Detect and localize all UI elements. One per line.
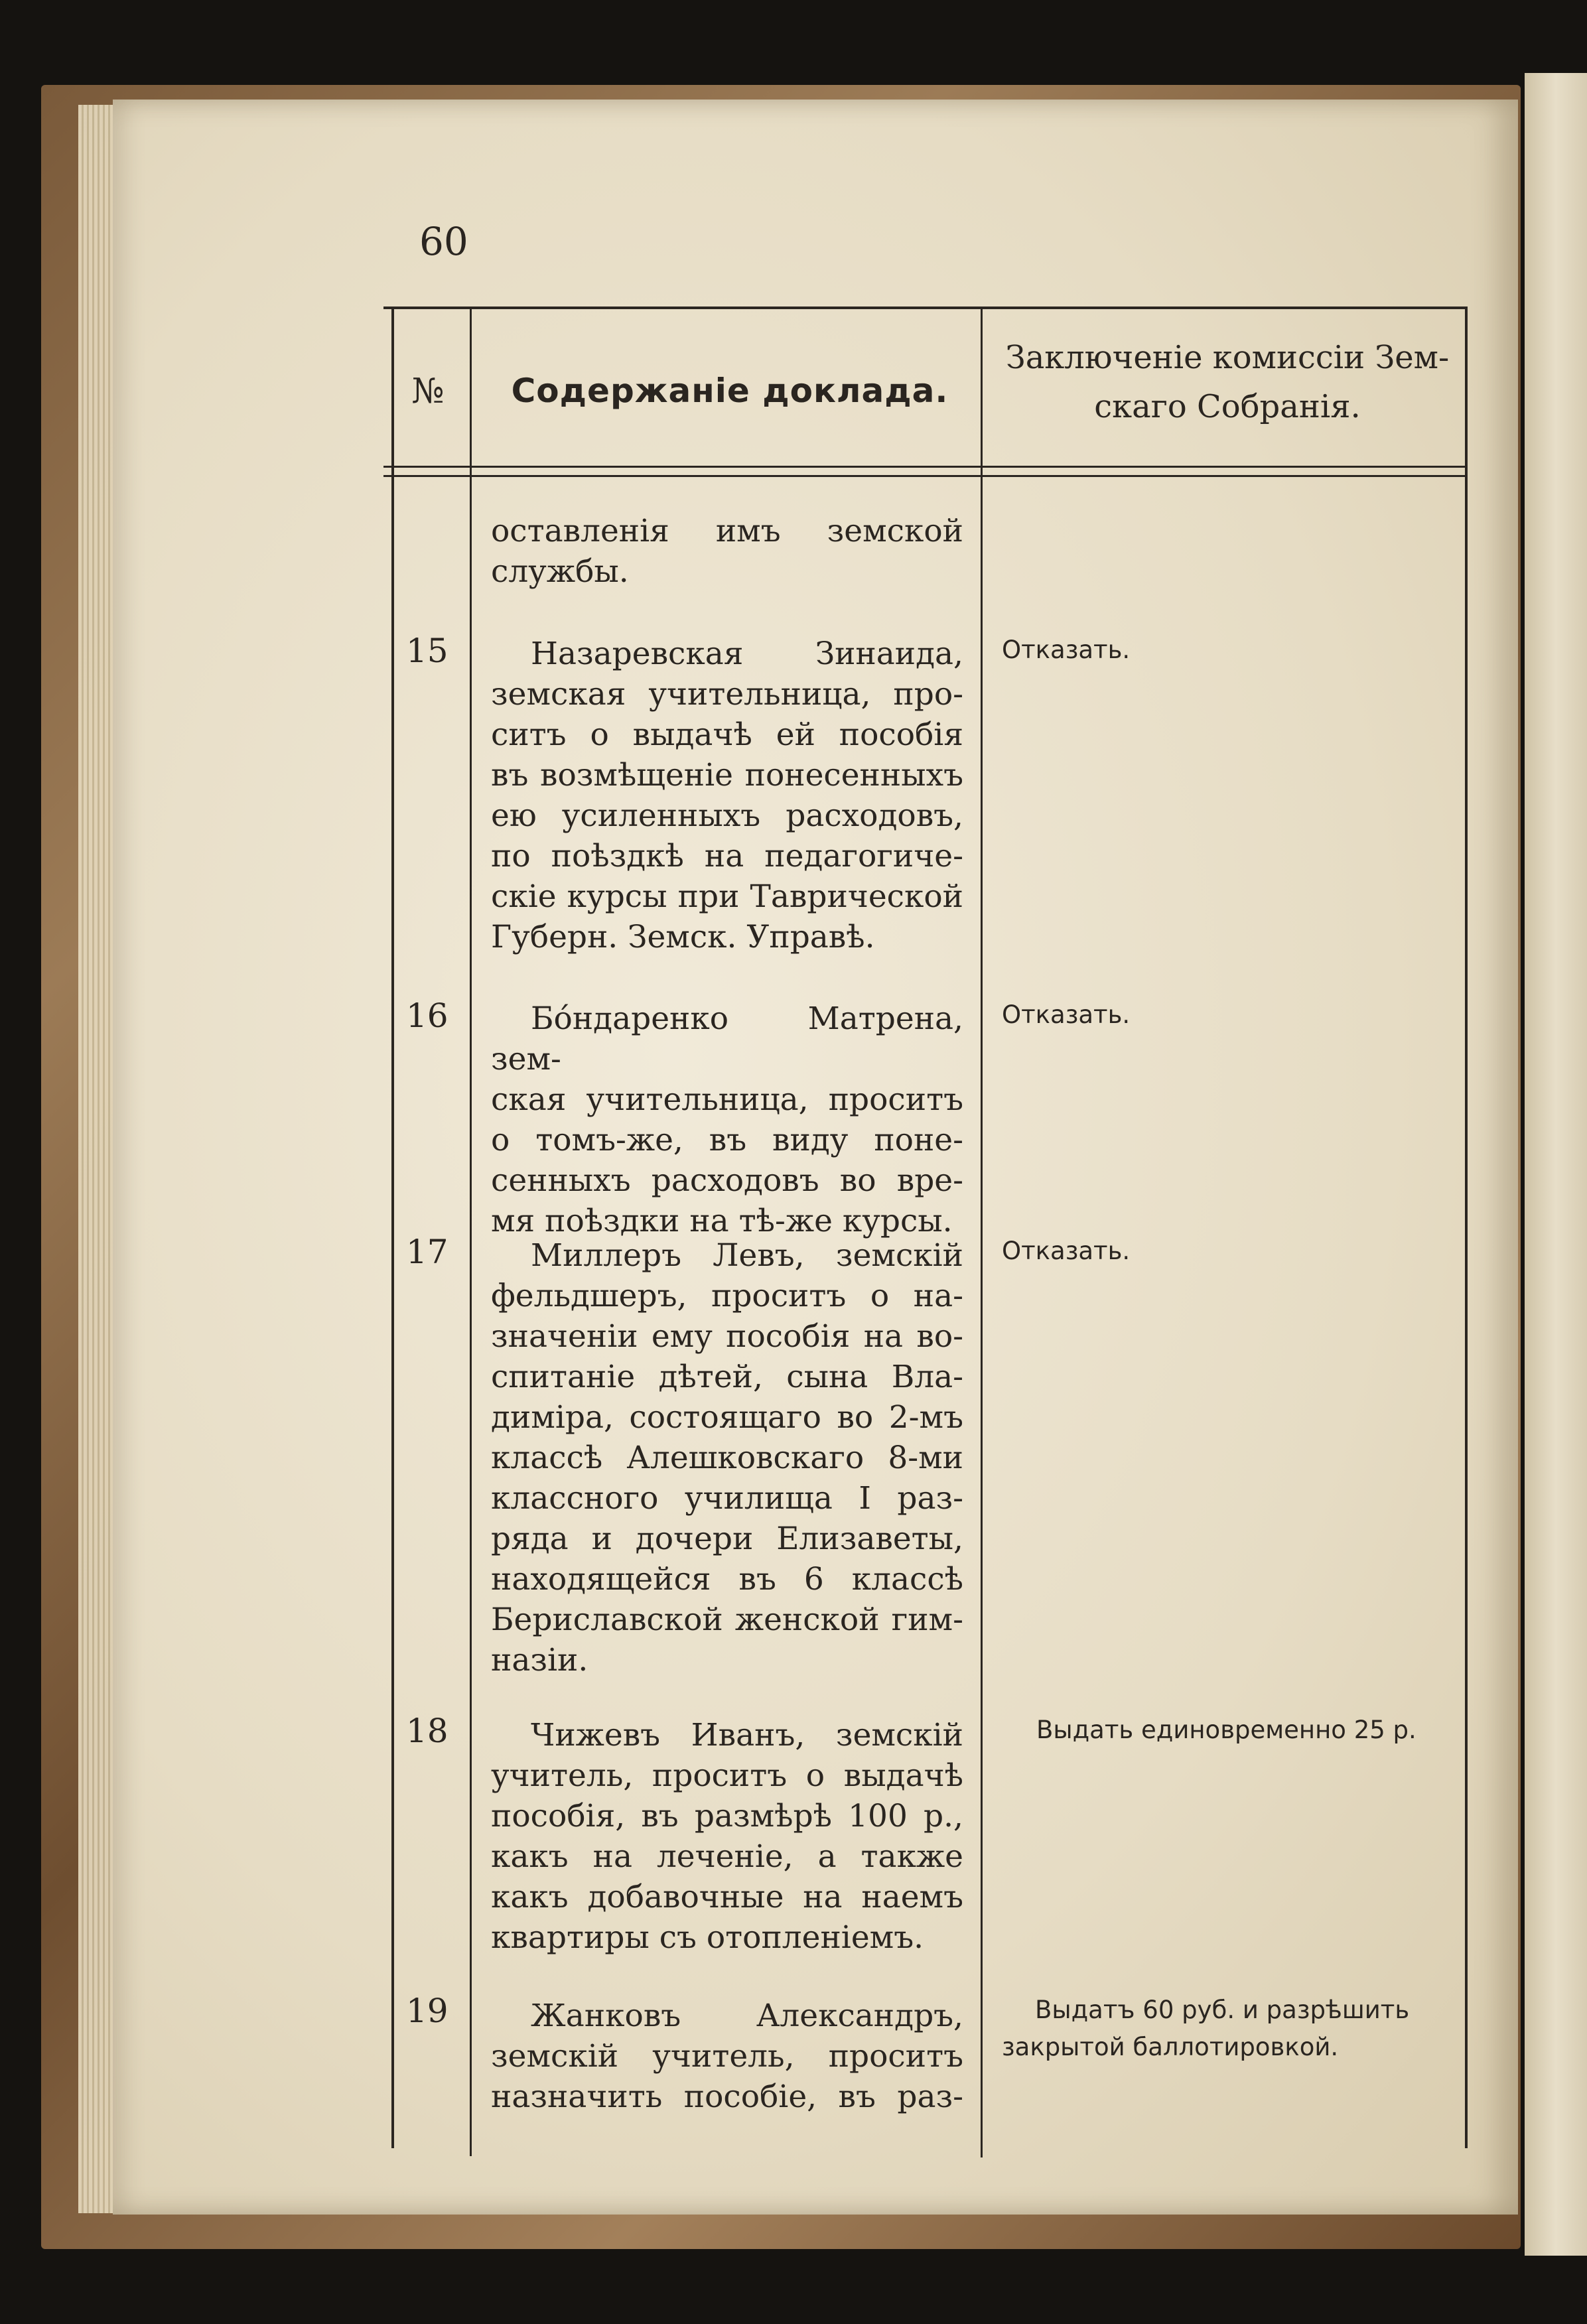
text-line: Губерн. Земск. Управѣ. <box>491 919 875 955</box>
conclusion-line: Отказать. <box>1002 1237 1131 1265</box>
text-line: ская учительница, проситъ <box>491 1081 963 1118</box>
text-line: по поѣздкѣ на педагогиче- <box>491 838 963 874</box>
conclusion-line: Выдать единовременно 25 р. <box>1036 1716 1416 1744</box>
entry-description <box>491 1996 963 2117</box>
text-line: спитаніе дѣтей, сына Вла- <box>491 1359 963 1395</box>
text-line: ряда и дочери Елизаветы, <box>491 1521 963 1557</box>
header-double-rule-1 <box>383 466 1466 468</box>
entry-description <box>491 634 963 957</box>
continuation-text <box>491 511 963 592</box>
text-line: классного училища I раз- <box>491 1480 963 1517</box>
text-line: Назаревская Зинаида, <box>531 636 963 672</box>
conclusion-line: закрытой баллотировкой. <box>1002 2033 1339 2061</box>
conclusion-line: Отказать. <box>1002 636 1131 664</box>
text-line: пособія, въ размѣрѣ 100 р., <box>491 1798 963 1834</box>
text-line: Миллеръ Левъ, земскій <box>531 1237 963 1274</box>
entry-conclusion <box>1002 996 1466 1034</box>
text-line: фельдшеръ, проситъ о на- <box>491 1278 963 1314</box>
entry-conclusion <box>1002 632 1466 669</box>
entry-conclusion <box>1002 1992 1466 2066</box>
table-col-rule-1 <box>470 307 472 2156</box>
table-top-rule <box>383 307 1466 309</box>
table-outer-left-rule <box>391 307 394 2148</box>
text-line: какъ на леченіе, а также <box>491 1838 963 1875</box>
text-line: какъ добавочные на наемъ <box>491 1879 963 1915</box>
text-line: о томъ-же, въ виду поне- <box>491 1122 963 1158</box>
table-outer-right-rule <box>1465 307 1468 2148</box>
entry-number: 17 <box>406 1233 448 1271</box>
text-line: учитель, проситъ о выдачѣ <box>491 1757 963 1794</box>
text-line: сенныхъ расходовъ во вре- <box>491 1162 963 1199</box>
header-number-column: № <box>411 372 445 411</box>
text-line: назіи. <box>491 1642 588 1678</box>
adjacent-page-edge <box>1525 73 1587 2256</box>
text-line: службы. <box>491 553 629 590</box>
text-line: Жанковъ Александръ, <box>531 1998 963 2034</box>
text-line: земскій учитель, проситъ <box>491 2038 963 2075</box>
entry-conclusion <box>1036 1712 1461 1749</box>
text-line: Бериславской женской гим- <box>491 1602 963 1638</box>
table-col-rule-2 <box>981 307 983 2157</box>
text-line: Чижевъ Иванъ, земскій <box>531 1717 963 1753</box>
page-number: 60 <box>419 219 468 264</box>
text-line: диміра, состоящаго во 2-мъ <box>491 1399 963 1436</box>
text-line: скіе курсы при Таврической <box>491 878 963 915</box>
text-line: классѣ Алешковскаго 8-ми <box>491 1440 963 1476</box>
entry-number: 19 <box>406 1992 448 2030</box>
text-line: ею усиленныхъ расходовъ, <box>491 797 963 834</box>
entry-number: 16 <box>406 996 448 1035</box>
header-conclusion-column <box>989 333 1466 431</box>
entry-number: 18 <box>406 1712 448 1750</box>
text-line: оставленія имъ земской <box>491 513 963 549</box>
text-line: квартиры съ отопленіемъ. <box>491 1919 924 1956</box>
text-line: Бо́ндаренко Матрена, зем- <box>491 1000 963 1077</box>
header-double-rule-2 <box>383 475 1466 477</box>
text-line: земская учительница, про- <box>491 676 963 713</box>
conclusion-line: Выдатъ 60 руб. и разрѣшить <box>1035 1996 1410 2024</box>
entry-number: 15 <box>406 632 448 670</box>
text-line: находящейся въ 6 классѣ <box>491 1561 963 1598</box>
text-line: назначить пособіе, въ раз- <box>491 2079 963 2115</box>
conclusion-line: Отказать. <box>1002 1000 1131 1029</box>
header-conclusion-line: Заключеніе комиссіи Зем- <box>1005 339 1450 376</box>
entry-conclusion <box>1002 1233 1466 1270</box>
text-line: въ возмѣщеніе понесенныхъ <box>491 757 963 793</box>
header-content-column: Содержаніе доклада. <box>511 372 949 410</box>
header-conclusion-line: скаго Собранія. <box>1094 388 1361 425</box>
entry-description <box>491 1715 963 1958</box>
entry-description <box>491 998 963 1241</box>
text-line: значеніи ему пособія на во- <box>491 1318 963 1355</box>
text-line: ситъ о выдачѣ ей пособія <box>491 717 963 753</box>
text-line: мя поѣздки на тѣ-же курсы. <box>491 1203 953 1239</box>
entry-description <box>491 1235 963 1680</box>
